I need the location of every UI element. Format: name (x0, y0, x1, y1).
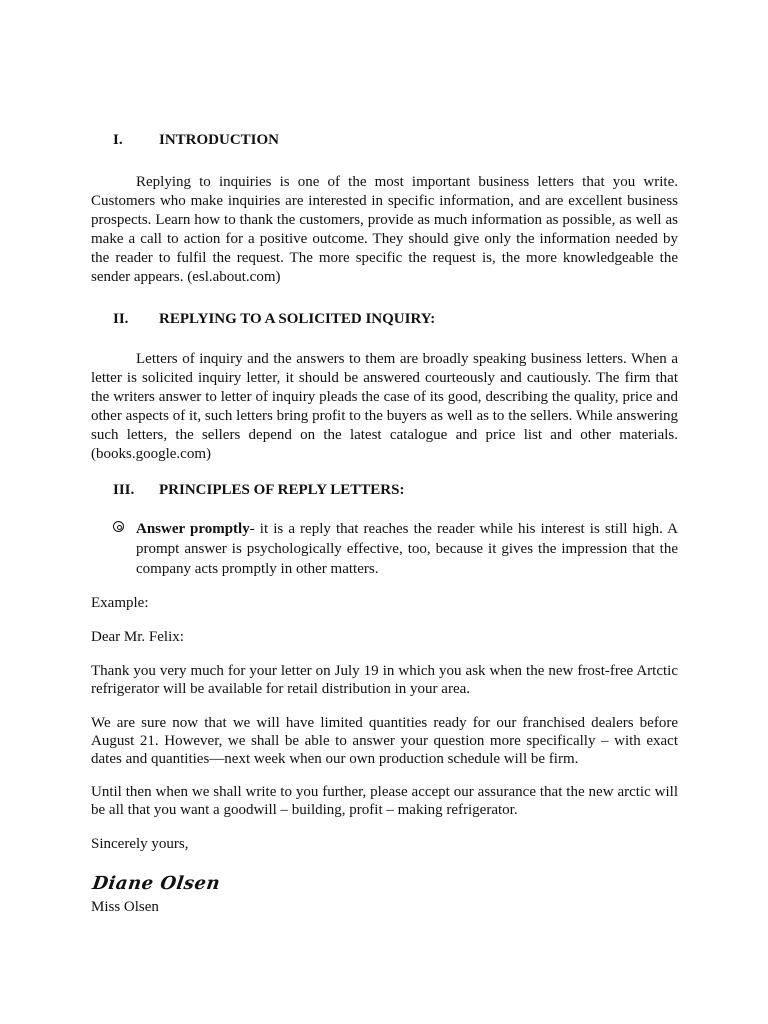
letter-paragraph: Thank you very much for your letter on July 19 in which you ask when the new frost-free Artctic refrigerator will be available for retail distribution in your area. (91, 663, 678, 697)
principle-term: Answer promptly (136, 521, 250, 537)
letter-closing: Sincerely yours, (91, 836, 189, 852)
section-heading-solicited-inquiry (113, 310, 435, 328)
section-heading-principles (113, 481, 404, 499)
introduction-paragraph: Replying to inquiries is one of the most important business letters that you write. Customers who make inquiries are interested in specific information, and are excellent business prospects. Learn how to thank the customers, provide as much information as possible, as well as make a call to action for a positive outcome. They should give only the information needed by the reader to fulfil the request. The more specific the request is, the more knowledgeable the sender appears. (esl.about.com) (91, 174, 678, 285)
handwritten-signature: Diane Olsen (91, 873, 222, 894)
section-number: III. (113, 482, 135, 498)
circle-bullet-icon (113, 521, 124, 532)
section-number: II. (113, 311, 129, 327)
letter-paragraph: Until then when we shall write to you further, please accept our assurance that the new arctic will be all that you want a goodwill – building, profit – making refrigerator. (91, 784, 678, 818)
section-heading-introduction (113, 131, 279, 149)
example-label: Example: (91, 595, 149, 611)
section-title: PRINCIPLES OF REPLY LETTERS: (159, 482, 405, 498)
signer-name: Miss Olsen (91, 899, 159, 915)
section-title: REPLYING TO A SOLICITED INQUIRY: (159, 311, 436, 327)
section-title: INTRODUCTION (159, 132, 280, 148)
letter-paragraph: We are sure now that we will have limited quantities ready for our franchised dealers before August 21. However, we shall be able to answer your question more specifically – with exact dates and quantities—next week when our own production schedule will be firm. (91, 715, 678, 767)
solicited-inquiry-paragraph: Letters of inquiry and the answers to them are broadly speaking business letters. When a letter is solicited inquiry letter, it should be answered courteously and cautiously. The firm that the writers answer to letter of inquiry pleads the case of its good, describing the quality, price and other aspects of it, such letters bring profit to the buyers as well as to the sellers. While answering such letters, the sellers depend on the latest catalogue and price list and other materials. (books.google.com) (91, 351, 678, 462)
letter-salutation: Dear Mr. Felix: (91, 629, 184, 645)
principle-description: - it is a reply that reaches the reader while his interest is still high. A prompt answer is psychologically effective, too, because it gives the impression that the company acts promptly in other matters. (136, 521, 678, 577)
section-number: I. (113, 132, 123, 148)
principle-text (136, 519, 678, 579)
